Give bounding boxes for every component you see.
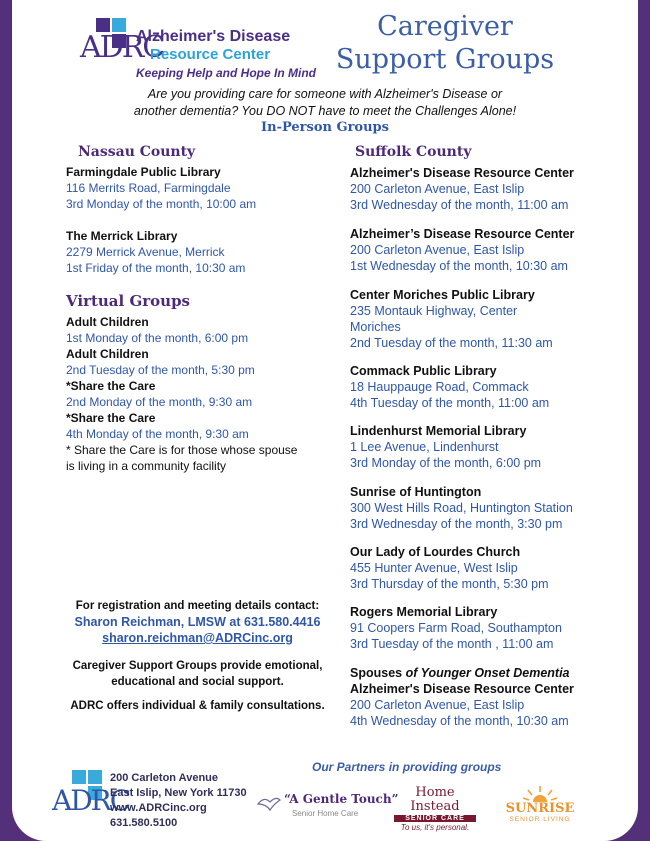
list-item: Spouses of Younger Onset Dementia Alzheimer's Disease Resource Center 200 Carleton Avenue, East Islip 4th Wednesday of the month, 10:30 am [350,666,574,728]
org-name: Alzheimer's Disease [136,28,291,45]
list-item: The Merrick Library 2279 Merrick Avenue, Merrick 1st Friday of the month, 10:30 am [66,229,246,275]
list-item: Alzheimer's Disease Resource Center 200 Carleton Avenue, East Islip 3rd Wednesday of the month, 11:00 am [350,166,574,212]
intro-text: Are you providing care for someone with Alzheimer's Disease or another dementia? You DO NOT have to meet the Challenges Alone! [133,87,517,118]
page-title: Caregiver Support Groups [335,11,555,75]
in-person-heading: In-Person Groups [261,120,389,135]
virtual-groups-list: Adult Children 1st Monday of the month, 6:00 pm Adult Children 2nd Tuesday of the month, 5:30 pm *Share the Care 2nd Monday of the month, 9:30 am *Share the Care 4th Monday of the month, 9:30 am * Share the Care is for those whose spouse is living in a community facility [66,315,298,473]
list-item: Lindenhurst Memorial Library 1 Lee Avenue, Lindenhurst 3rd Monday of the month, 6:00 pm [350,424,542,470]
partner-sunrise: SUNRISE SENIOR LIVING [505,784,575,823]
list-item: Sunrise of Huntington 300 West Hills Road, Huntington Station 3rd Wednesday of the month, 3:30 pm [350,485,573,531]
virtual-heading: Virtual Groups [66,292,191,310]
dove-icon [256,794,282,812]
list-item: Rogers Memorial Library 91 Coopers Farm Road, Southampton 3rd Tuesday of the month , 11:00 am [350,605,562,651]
contact-email-link[interactable]: sharon.reichman@ADRCinc.org [102,631,293,645]
partner-home-instead: Home Instead SENIOR CARE To us, it's personal. [390,786,480,832]
org-name-line2: Resource Center [150,46,271,63]
list-item: Alzheimer’s Disease Resource Center 200 Carleton Avenue, East Islip 1st Wednesday of the month, 10:30 am [350,227,575,273]
footer-address: 200 Carleton Avenue East Islip, New York 11730 www.ADRCinc.org 631.580.5100 [110,772,247,829]
org-tagline: Keeping Help and Hope In Mind [136,66,316,80]
nassau-heading: Nassau County [78,144,196,160]
suffolk-heading: Suffolk County [355,144,472,160]
list-item: Commack Public Library 18 Hauppauge Road, Commack 4th Tuesday of the month, 11:00 am [350,364,550,410]
consult-statement: ADRC offers individual & family consultations. [70,700,325,712]
sun-icon [520,784,560,802]
list-item: Center Moriches Public Library 235 Montauk Highway, Center Moriches 2nd Tuesday of the month, 11:30 am [350,288,553,350]
list-item: Our Lady of Lourdes Church 455 Hunter Avenue, West Islip 3rd Thursday of the month, 5:30 pm [350,545,549,591]
partners-heading: Our Partners in providing groups [312,760,502,774]
support-statement: Caregiver Support Groups provide emotional, educational and social support. [72,660,323,688]
list-item: Farmingdale Public Library 116 Merrits Road, Farmingdale 3rd Monday of the month, 10:00 am [66,165,257,211]
footer-website[interactable]: www.ADRCinc.org [110,802,207,814]
contact-block: For registration and meeting details contact: Sharon Reichman, LMSW at 631.580.4416 sharon.reichman@ADRCinc.org [60,598,335,646]
